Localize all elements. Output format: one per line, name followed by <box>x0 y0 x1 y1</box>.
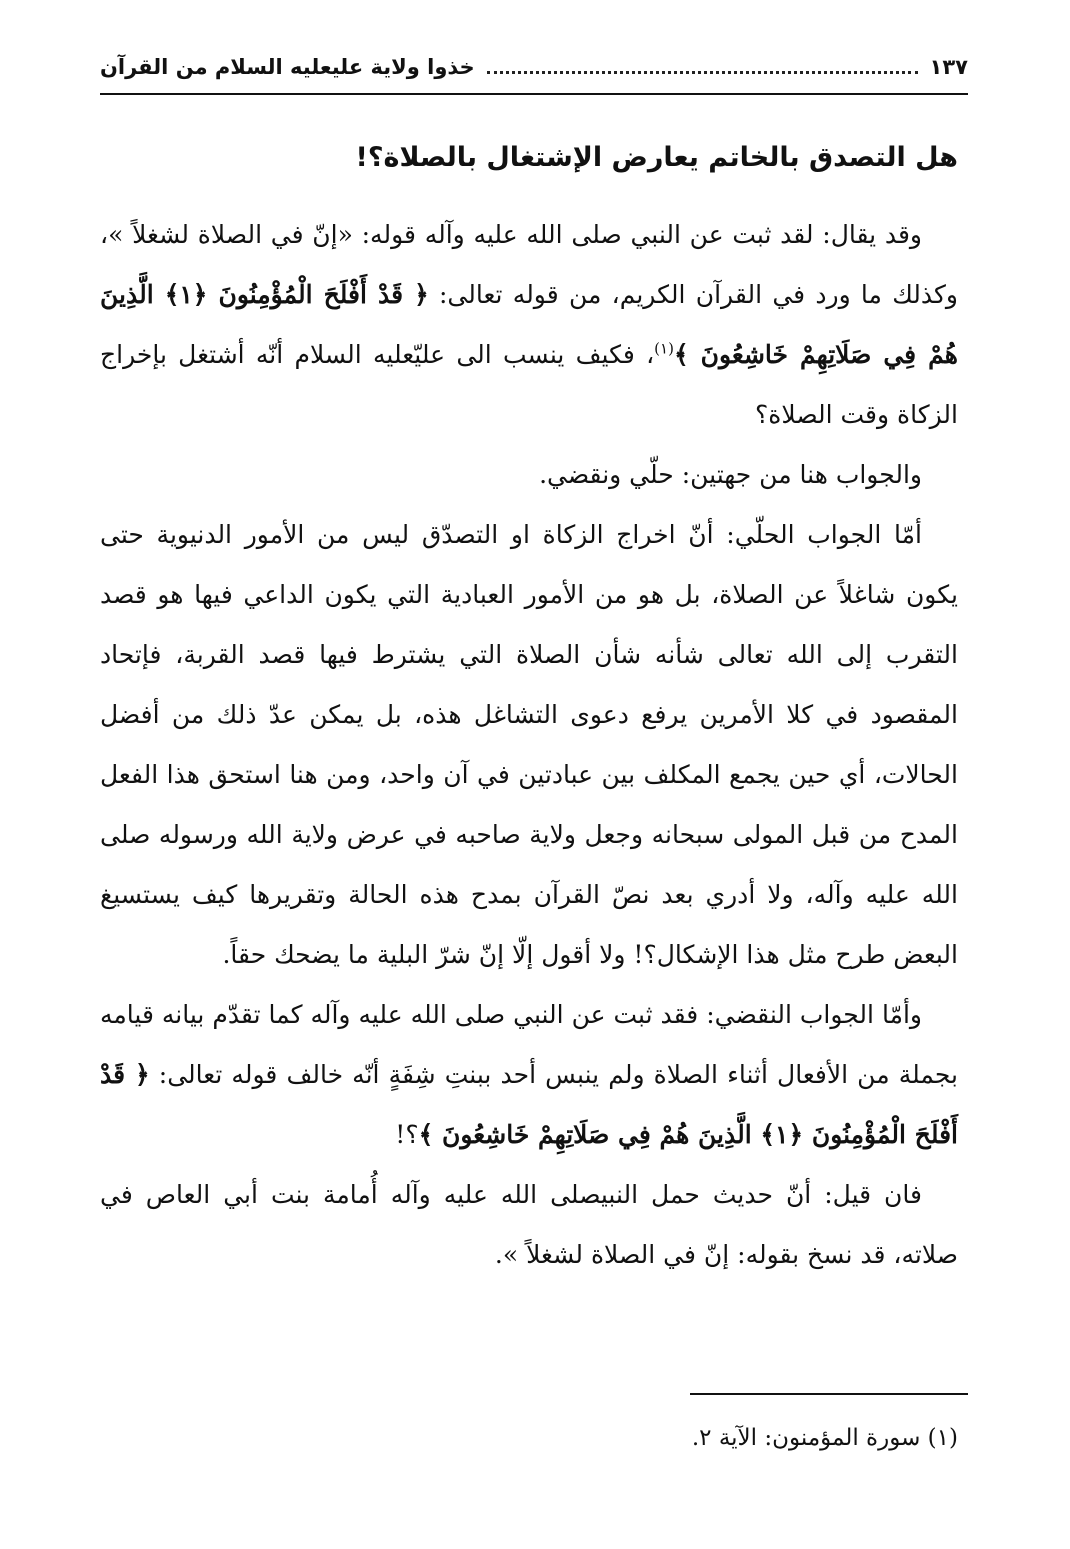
footnote-rule <box>690 1393 968 1395</box>
paragraph-text: ، فكيف ينسب الى عليّعليه السلام أنّه أشتغل بإخراج الزكاة وقت الصلاة؟ <box>100 340 958 429</box>
section-heading: هل التصدق بالخاتم يعارض الإشتغال بالصلاة؟! <box>355 142 958 173</box>
footnote: (١) سورة المؤمنون: الآية ٢. <box>691 1425 958 1451</box>
paragraph-answer-intro: والجواب هنا من جهتين: حلّي ونقضي. <box>539 460 922 489</box>
running-title: خذوا ولاية عليعليه السلام من القرآن <box>100 55 475 79</box>
running-header <box>100 44 968 90</box>
paragraph-solution-answer: أمّا الجواب الحلّي: أنّ اخراج الزكاة او التصدّق ليس من الأمور الدنيوية حتى يكون شاغلاً عن الصلاة، بل هو من الأمور العبادية التي يكون الداعي فيها هو قصد التقرب إلى الله تعالى شأنه شأن الصلاة التي يشترط فيها قصد القربة، فإتحاد المقصود في كلا الأمرين يرفع دعوى التشاغل هذه، بل يمكن عدّ ذلك من أفضل الحالات، أي حين يجمع المكلف بين عبادتين في آن واحد، ومن هنا استحق هذا الفعل المدح من قبل المولى سبحانه وجعل ولاية صاحبه في عرض ولاية الله ورسوله صلى الله عليه وآله، ولا أدري بعد نصّ القرآن بمدح هذه الحالة وتقريرها كيف يستسيغ البعض طرح مثل هذا الإشكال؟! ولا أقول إلّا إنّ شرّ البلية ما يضحك حقاً. <box>100 520 958 969</box>
paragraph-text: وقد يقال: لقد ثبت عن النبي صلى الله عليه وآله قوله: «إنّ في الصلاة لشغلاً »، وكذلك ما ورد في القرآن الكريم، من قوله تعالى: <box>100 220 958 309</box>
header-rule <box>100 93 968 95</box>
paragraph-question <box>100 205 958 445</box>
quran-verse: ﴿ قَدْ أَفْلَحَ الْمُؤْمِنُونَ ﴿١﴾ الَّذِينَ هُمْ فِي صَلَاتِهِمْ خَاشِعُونَ ﴾ <box>100 280 958 369</box>
header-dot-leader <box>487 71 918 74</box>
paragraph-objection: فان قيل: أنّ حديث حمل النبيصلى الله عليه وآله أُمامة بنت أبي العاص في صلاته، قد نسخ بقوله: إنّ في الصلاة لشغلاً ». <box>100 1180 958 1269</box>
paragraph-text: وأمّا الجواب النقضي: فقد ثبت عن النبي صلى الله عليه وآله كما تقدّم بيانه قيامه بجملة من الأفعال أثناء الصلاة ولم ينبس أحد ببنتِ شِفَةٍ أنّه خالف قوله تعالى: <box>100 1000 958 1089</box>
paragraph-text: ؟! <box>395 1120 419 1149</box>
paragraph-rebuttal-answer <box>100 985 958 1165</box>
footnote-marker: (١) <box>654 339 674 358</box>
quran-verse: ﴿ قَدْ أَفْلَحَ الْمُؤْمِنُونَ ﴿١﴾ الَّذِينَ هُمْ فِي صَلَاتِهِمْ خَاشِعُونَ ﴾ <box>100 1060 958 1149</box>
body-text <box>100 205 958 1285</box>
page-number: ١٣٧ <box>929 55 968 79</box>
